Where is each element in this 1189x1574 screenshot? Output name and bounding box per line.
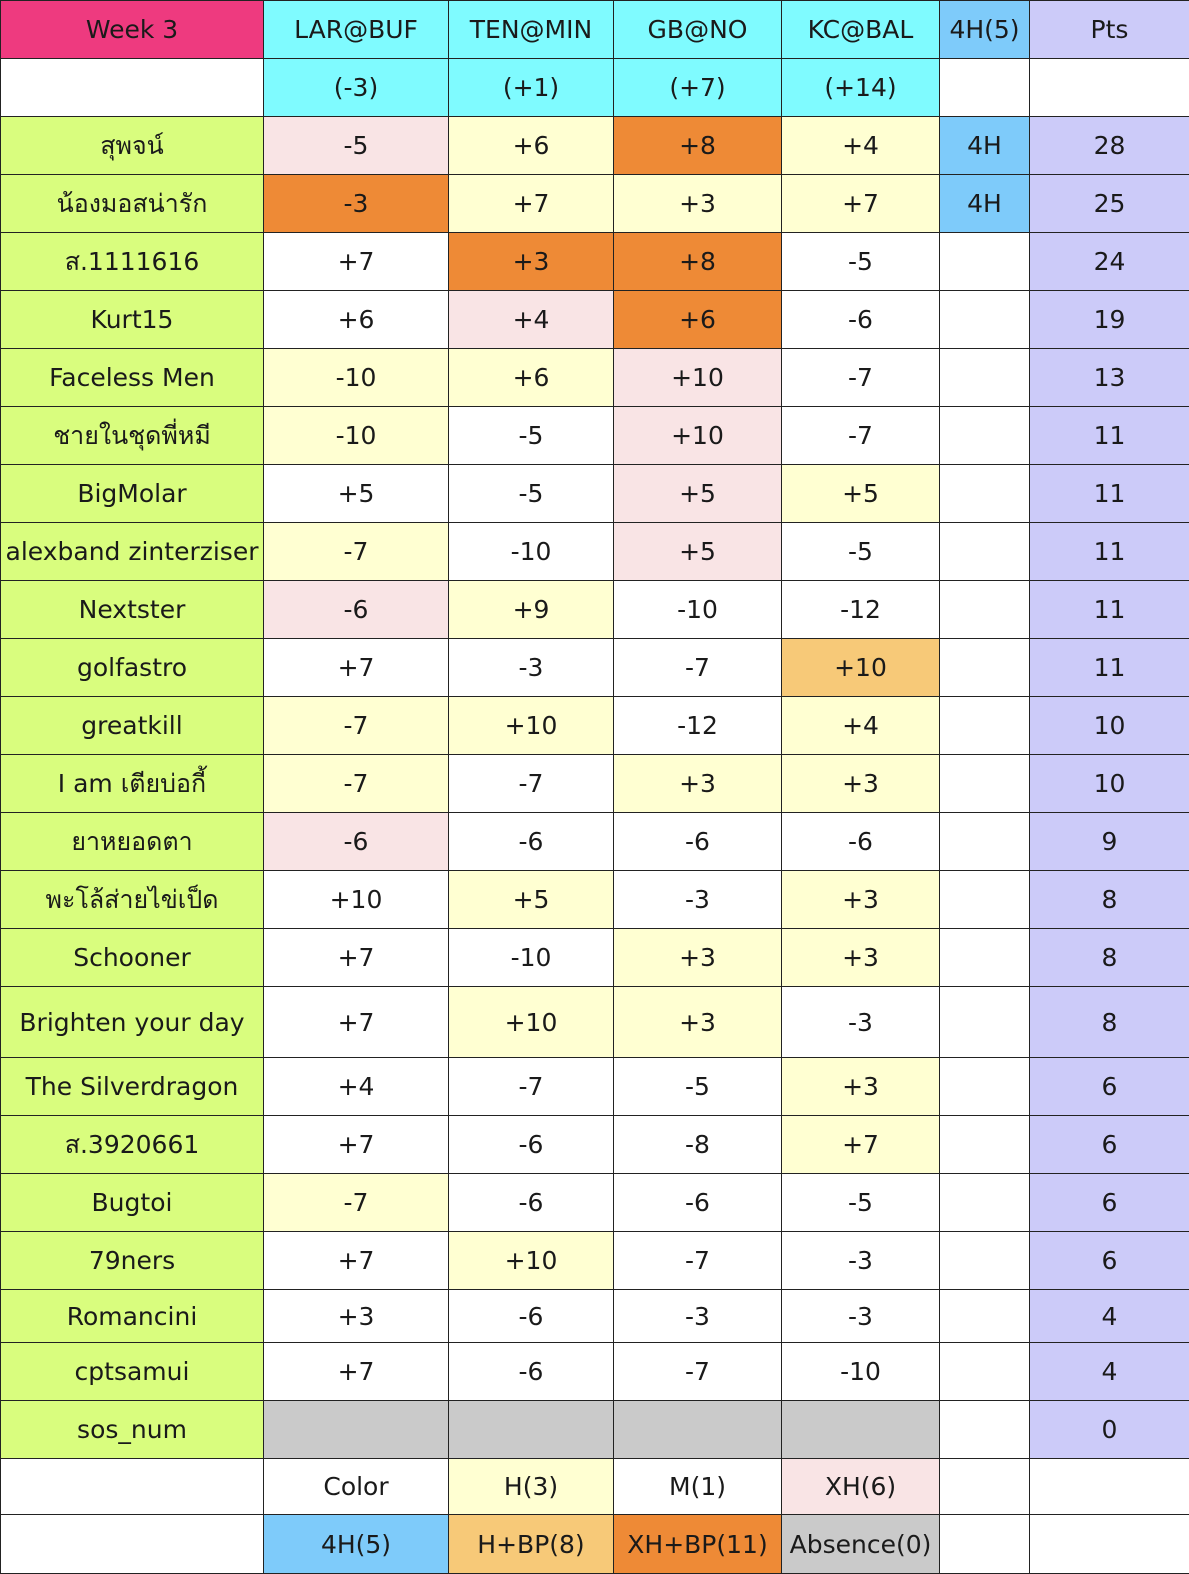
bonus-cell [940, 755, 1030, 813]
spread-row [1, 59, 1189, 117]
spread-label-blank [1, 59, 264, 117]
pick-cell: +3 [264, 1290, 449, 1343]
pick-cell: +9 [449, 581, 614, 639]
pick-cell: -5 [264, 117, 449, 175]
pick-cell [449, 1401, 614, 1459]
pick-cell: +7 [782, 1116, 940, 1174]
game-header: KC@BAL [782, 1, 940, 59]
player-name: Faceless Men [1, 349, 264, 407]
points-cell: 11 [1030, 523, 1189, 581]
bonus-cell [940, 407, 1030, 465]
pick-cell: +4 [264, 1058, 449, 1116]
legend-item: M(1) [614, 1459, 782, 1515]
pick-cell: +4 [782, 697, 940, 755]
player-name: ส.3920661 [1, 1116, 264, 1174]
player-name: sos_num [1, 1401, 264, 1459]
pick-cell: +5 [614, 523, 782, 581]
pick-cell: +5 [782, 465, 940, 523]
player-row [1, 523, 1189, 581]
pick-cell: +6 [264, 291, 449, 349]
player-row [1, 1174, 1189, 1232]
pick-cell: +3 [782, 1058, 940, 1116]
pick-cell: -3 [782, 1232, 940, 1290]
player-name: พะโล้ส่ายไข่เป็ด [1, 871, 264, 929]
pick-cell: +7 [264, 1232, 449, 1290]
pick-cell: -10 [264, 349, 449, 407]
player-name: Kurt15 [1, 291, 264, 349]
bonus-cell [940, 987, 1030, 1058]
pick-cell: -6 [449, 1290, 614, 1343]
points-cell: 24 [1030, 233, 1189, 291]
bonus-cell [940, 1290, 1030, 1343]
pick-cell: -3 [614, 1290, 782, 1343]
pick-cell: +10 [449, 1232, 614, 1290]
pick-cell: -5 [782, 233, 940, 291]
points-cell: 9 [1030, 813, 1189, 871]
legend-item: H+BP(8) [449, 1515, 614, 1574]
bonus-cell [940, 1343, 1030, 1401]
player-name: alexband zinterziser [1, 523, 264, 581]
pick-cell: -7 [264, 523, 449, 581]
game-spread: (+7) [614, 59, 782, 117]
bonus-cell [940, 349, 1030, 407]
player-row [1, 233, 1189, 291]
spread-pts-blank [1030, 59, 1189, 117]
points-cell: 0 [1030, 1401, 1189, 1459]
player-name: greatkill [1, 697, 264, 755]
legend-item: XH+BP(11) [614, 1515, 782, 1574]
points-cell: 13 [1030, 349, 1189, 407]
player-row [1, 1116, 1189, 1174]
pick-cell: +5 [614, 465, 782, 523]
header-row [1, 1, 1189, 59]
pick-cell: +3 [614, 929, 782, 987]
pick-cell: -7 [782, 349, 940, 407]
points-cell: 6 [1030, 1174, 1189, 1232]
player-name: Bugtoi [1, 1174, 264, 1232]
player-row [1, 1343, 1189, 1401]
bonus-cell [940, 813, 1030, 871]
player-row [1, 465, 1189, 523]
points-cell: 11 [1030, 639, 1189, 697]
pick-cell: +5 [449, 871, 614, 929]
pick-cell: -6 [449, 1343, 614, 1401]
player-row [1, 813, 1189, 871]
pick-cell: +6 [449, 117, 614, 175]
pick-cell: -6 [782, 291, 940, 349]
player-name: Brighten your day [1, 987, 264, 1058]
pick-cell: +4 [782, 117, 940, 175]
game-spread: (+1) [449, 59, 614, 117]
player-row [1, 117, 1189, 175]
player-name: Nextster [1, 581, 264, 639]
pick-cell: +10 [449, 987, 614, 1058]
pick-cell: +7 [264, 639, 449, 697]
pick-cell: +3 [782, 929, 940, 987]
legend-blank [940, 1459, 1030, 1515]
legend-item: XH(6) [782, 1459, 940, 1515]
pick-cell: +6 [614, 291, 782, 349]
pick-cell: -7 [782, 407, 940, 465]
game-header: TEN@MIN [449, 1, 614, 59]
bonus-cell [940, 1232, 1030, 1290]
pick-cell: +3 [782, 871, 940, 929]
pick-cell: -10 [449, 523, 614, 581]
pick-cell: +7 [264, 987, 449, 1058]
pick-cell: -6 [449, 1116, 614, 1174]
pick-cell: +3 [449, 233, 614, 291]
pick-cell: -6 [449, 1174, 614, 1232]
points-cell: 6 [1030, 1116, 1189, 1174]
pick-cell: -6 [264, 813, 449, 871]
bonus-cell: 4H [940, 175, 1030, 233]
pick-cell: +4 [449, 291, 614, 349]
pick-cell [264, 1401, 449, 1459]
player-row [1, 929, 1189, 987]
player-row [1, 987, 1189, 1058]
pick-cell: +3 [614, 755, 782, 813]
points-cell: 4 [1030, 1290, 1189, 1343]
pick-cell: -7 [264, 697, 449, 755]
pick-cell: +7 [782, 175, 940, 233]
game-spread: (+14) [782, 59, 940, 117]
points-cell: 10 [1030, 755, 1189, 813]
player-name: cptsamui [1, 1343, 264, 1401]
player-name: Schooner [1, 929, 264, 987]
bonus-cell [940, 581, 1030, 639]
pick-cell: -12 [614, 697, 782, 755]
game-spread: (-3) [264, 59, 449, 117]
points-cell: 28 [1030, 117, 1189, 175]
pick-cell: -10 [614, 581, 782, 639]
pick-cell: -3 [782, 987, 940, 1058]
game-header: LAR@BUF [264, 1, 449, 59]
points-cell: 8 [1030, 987, 1189, 1058]
player-row [1, 175, 1189, 233]
pick-cell: -6 [614, 813, 782, 871]
pick-cell [614, 1401, 782, 1459]
points-cell: 8 [1030, 929, 1189, 987]
pick-cell: -6 [449, 813, 614, 871]
pick-cell: +3 [614, 987, 782, 1058]
pick-cell: -7 [614, 639, 782, 697]
player-row [1, 697, 1189, 755]
pick-cell: -6 [614, 1174, 782, 1232]
pick-cell: -3 [614, 871, 782, 929]
player-name: สุพจน์ [1, 117, 264, 175]
game-header: GB@NO [614, 1, 782, 59]
pick-cell: -7 [449, 755, 614, 813]
points-cell: 11 [1030, 407, 1189, 465]
bonus-cell [940, 291, 1030, 349]
bonus-cell [940, 929, 1030, 987]
legend-row [1, 1515, 1189, 1574]
pick-cell: +10 [614, 349, 782, 407]
bonus-cell [940, 697, 1030, 755]
pts-header: Pts [1030, 1, 1189, 59]
player-row [1, 639, 1189, 697]
pick-cell: -5 [782, 523, 940, 581]
player-row [1, 349, 1189, 407]
pick-cell: -3 [782, 1290, 940, 1343]
legend-blank [1030, 1459, 1189, 1515]
points-cell: 6 [1030, 1232, 1189, 1290]
pick-cell: +8 [614, 117, 782, 175]
legend-blank [1030, 1515, 1189, 1574]
pick-cell: -10 [264, 407, 449, 465]
pick-cell: +3 [782, 755, 940, 813]
bonus-cell: 4H [940, 117, 1030, 175]
pick-cell: +10 [449, 697, 614, 755]
player-row [1, 581, 1189, 639]
bonus-cell [940, 1116, 1030, 1174]
pick-cell: +7 [264, 233, 449, 291]
pick-cell: +8 [614, 233, 782, 291]
pick-cell: +6 [449, 349, 614, 407]
bonus-cell [940, 465, 1030, 523]
player-row [1, 407, 1189, 465]
player-name: ส.1111616 [1, 233, 264, 291]
points-cell: 11 [1030, 581, 1189, 639]
points-cell: 6 [1030, 1058, 1189, 1116]
pick-cell: -7 [264, 755, 449, 813]
player-row [1, 1232, 1189, 1290]
pick-cell: -5 [782, 1174, 940, 1232]
player-name: น้องมอสน่ารัก [1, 175, 264, 233]
pick-cell: +7 [264, 929, 449, 987]
spread-bonus-blank [940, 59, 1030, 117]
pick-cell: +10 [782, 639, 940, 697]
player-name: BigMolar [1, 465, 264, 523]
week-label: Week 3 [1, 1, 264, 59]
player-row [1, 755, 1189, 813]
pick-cell: -7 [614, 1343, 782, 1401]
pick-cell: -3 [449, 639, 614, 697]
legend-blank [1, 1515, 264, 1574]
legend-item: H(3) [449, 1459, 614, 1515]
pick-cell: -7 [449, 1058, 614, 1116]
pick-cell: +10 [264, 871, 449, 929]
pick-cell: -6 [782, 813, 940, 871]
player-row [1, 1290, 1189, 1343]
legend-row [1, 1459, 1189, 1515]
pick-cell: -5 [449, 465, 614, 523]
player-name: Romancini [1, 1290, 264, 1343]
player-name: 79ners [1, 1232, 264, 1290]
pick-cell: -3 [264, 175, 449, 233]
player-name: I am เตียบ่อกี้ [1, 755, 264, 813]
bonus-cell [940, 1058, 1030, 1116]
bonus-cell [940, 639, 1030, 697]
pick-cell: -10 [782, 1343, 940, 1401]
player-name: The Silverdragon [1, 1058, 264, 1116]
pick-cell: -7 [264, 1174, 449, 1232]
legend-item: Color [264, 1459, 449, 1515]
pick-cell: +7 [449, 175, 614, 233]
pick-cell: +5 [264, 465, 449, 523]
legend-item: Absence(0) [782, 1515, 940, 1574]
legend-item: 4H(5) [264, 1515, 449, 1574]
points-cell: 4 [1030, 1343, 1189, 1401]
points-cell: 11 [1030, 465, 1189, 523]
bonus-cell [940, 233, 1030, 291]
bonus-cell [940, 523, 1030, 581]
player-row [1, 871, 1189, 929]
points-cell: 19 [1030, 291, 1189, 349]
pick-cell: +10 [614, 407, 782, 465]
pick-cell: -7 [614, 1232, 782, 1290]
pick-cell: -10 [449, 929, 614, 987]
pick-cell: +7 [264, 1343, 449, 1401]
pick-cell: -12 [782, 581, 940, 639]
pick-cell: +7 [264, 1116, 449, 1174]
player-row [1, 291, 1189, 349]
pick-cell: -5 [614, 1058, 782, 1116]
legend-blank [1, 1459, 264, 1515]
bonus-cell [940, 1401, 1030, 1459]
pick-cell: -6 [264, 581, 449, 639]
bonus-cell [940, 1174, 1030, 1232]
player-name: golfastro [1, 639, 264, 697]
player-row [1, 1401, 1189, 1459]
bonus-cell [940, 871, 1030, 929]
player-row [1, 1058, 1189, 1116]
legend-blank [940, 1515, 1030, 1574]
pick-cell: -5 [449, 407, 614, 465]
pick-cell [782, 1401, 940, 1459]
standings-body [1, 1, 1189, 1574]
player-name: ยาหยอดตา [1, 813, 264, 871]
points-cell: 8 [1030, 871, 1189, 929]
points-cell: 25 [1030, 175, 1189, 233]
pick-cell: -8 [614, 1116, 782, 1174]
points-cell: 10 [1030, 697, 1189, 755]
bonus-header: 4H(5) [940, 1, 1030, 59]
player-name: ชายในชุดพี่หมี [1, 407, 264, 465]
pick-cell: +3 [614, 175, 782, 233]
